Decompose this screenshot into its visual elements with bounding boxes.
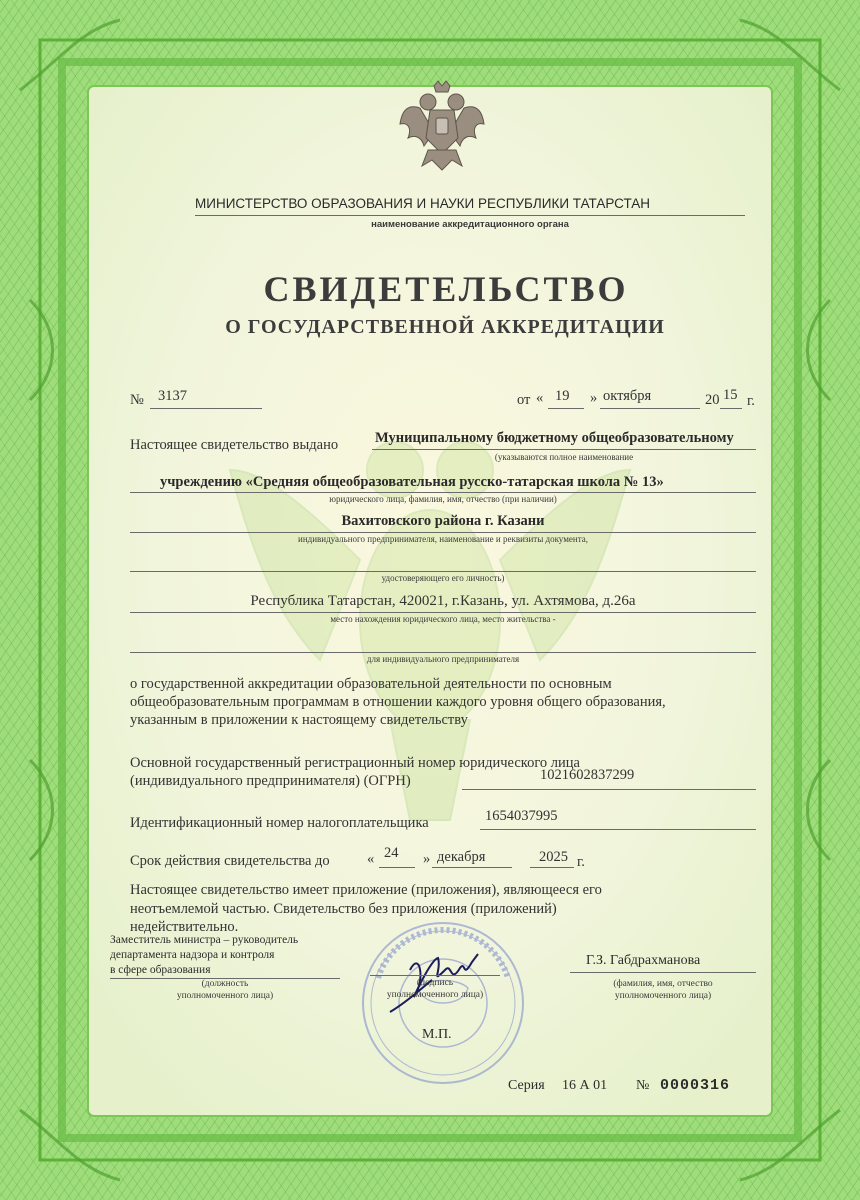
month-underline <box>600 408 700 409</box>
title-main: СВИДЕТЕЛЬСТВО <box>263 269 629 309</box>
address-underline-2 <box>130 652 756 653</box>
inn-underline <box>480 829 756 830</box>
position-line-3: в сфере образования <box>110 964 211 976</box>
holder-caption-1: (указываются полное наименование <box>494 452 634 462</box>
position-caption-1: (должность <box>201 979 249 989</box>
validity-year: 2025 <box>539 849 568 865</box>
holder-line-1: Муниципальному бюджетному общеобразовательному <box>375 430 734 446</box>
validity-day: 24 <box>384 845 399 861</box>
position-line-1: Заместитель министра – руководитель <box>110 934 299 946</box>
date-month: октября <box>603 388 652 404</box>
signature-underline <box>370 975 500 976</box>
name-caption-2: уполномоченного лица) <box>614 991 712 1001</box>
number-underline <box>150 408 262 409</box>
date-from-label: от <box>517 392 531 408</box>
certificate-number: 3137 <box>158 388 187 404</box>
title-sub: О ГОСУДАРСТВЕННОЙ АККРЕДИТАЦИИ <box>225 316 665 338</box>
date-quote-close: » <box>590 390 598 406</box>
seal-place-mark: М.П. <box>422 1027 452 1042</box>
validity-quote-close: » <box>423 851 431 867</box>
holder-underline-3 <box>130 532 756 533</box>
address-underline <box>130 612 756 613</box>
number-label: № <box>130 392 144 408</box>
holder-underline-2 <box>130 492 756 493</box>
position-caption-2: уполномоченного лица) <box>176 991 274 1001</box>
holder-line-3: Вахитовского района г. Казани <box>341 513 545 529</box>
appendix-text-2: неотъемлемой частью. Свидетельство без приложения (приложений) <box>130 901 557 917</box>
authority-caption: наименование аккредитационного органа <box>371 219 569 230</box>
validity-year-unit: г. <box>577 854 585 870</box>
validity-day-underline <box>379 867 415 868</box>
inn-value: 1654037995 <box>485 808 558 824</box>
address-caption-1: место нахождения юридического лица, место жительства - <box>330 614 556 624</box>
date-year-prefix: 20 <box>705 392 720 408</box>
validity-year-underline <box>530 867 574 868</box>
validity-label: Срок действия свидетельства до <box>130 853 330 869</box>
day-underline <box>548 408 584 409</box>
name-underline <box>570 972 756 973</box>
year-underline <box>720 408 742 409</box>
date-quote-open: « <box>536 390 544 406</box>
appendix-text-3: недействительно. <box>130 919 239 935</box>
address-caption-2: для индивидуального предпринимателя <box>366 654 520 664</box>
holder-caption-4: удостоверяющего его личность) <box>381 573 505 583</box>
appendix-text-1: Настоящее свидетельство имеет приложение (приложения), являющееся его <box>130 882 602 898</box>
series-number-label: № <box>636 1078 650 1093</box>
series-label: Серия <box>508 1078 545 1093</box>
validity-month-underline <box>432 867 512 868</box>
authority-underline <box>195 215 745 216</box>
series-number: 0000316 <box>660 1077 731 1094</box>
holder-address: Республика Татарстан, 420021, г.Казань, ул. Ахтямова, д.26а <box>250 593 636 609</box>
authority-name: МИНИСТЕРСТВО ОБРАЗОВАНИЯ И НАУКИ РЕСПУБЛИКИ ТАТАРСТАН <box>195 196 651 211</box>
signature-caption-1: (подпись <box>416 978 454 988</box>
validity-quote-open: « <box>367 851 375 867</box>
issued-label: Настоящее свидетельство выдано <box>130 437 339 453</box>
ogrn-text-2: (индивидуального предпринимателя) (ОГРН) <box>130 773 411 789</box>
signatory-name: Г.З. Габдрахманова <box>586 953 701 968</box>
accreditation-text-1: о государственной аккредитации образовательной деятельности по основным <box>130 676 612 692</box>
ogrn-underline <box>462 789 756 790</box>
date-day: 19 <box>555 388 570 404</box>
signature-caption-2: уполномоченного лица) <box>386 990 484 1000</box>
date-year-unit: г. <box>747 393 755 409</box>
name-caption-1: (фамилия, имя, отчество <box>613 979 713 989</box>
ogrn-value: 1021602837299 <box>540 767 635 783</box>
series-value: 16 А 01 <box>562 1078 608 1093</box>
holder-underline-4 <box>130 571 756 572</box>
coat-of-arms-icon <box>398 80 486 172</box>
holder-caption-2: юридического лица, фамилия, имя, отчество (при наличии) <box>329 494 557 504</box>
accreditation-text-2: общеобразовательным программам в отношении каждого уровня общего образования, <box>130 694 666 710</box>
accreditation-text-3: указанным в приложении к настоящему свидетельству <box>130 712 468 728</box>
validity-month: декабря <box>437 849 486 865</box>
date-year-suffix: 15 <box>723 387 738 403</box>
ogrn-text-1: Основной государственный регистрационный номер юридического лица <box>130 755 580 771</box>
position-line-2: департамента надзора и контроля <box>110 949 275 961</box>
holder-underline-1 <box>372 449 756 450</box>
inn-label: Идентификационный номер налогоплательщика <box>130 815 429 831</box>
holder-line-2: учреждению «Средняя общеобразовательная русско-татарская школа № 13» <box>160 474 664 490</box>
holder-caption-3: индивидуального предпринимателя, наименование и реквизиты документа, <box>298 534 588 544</box>
